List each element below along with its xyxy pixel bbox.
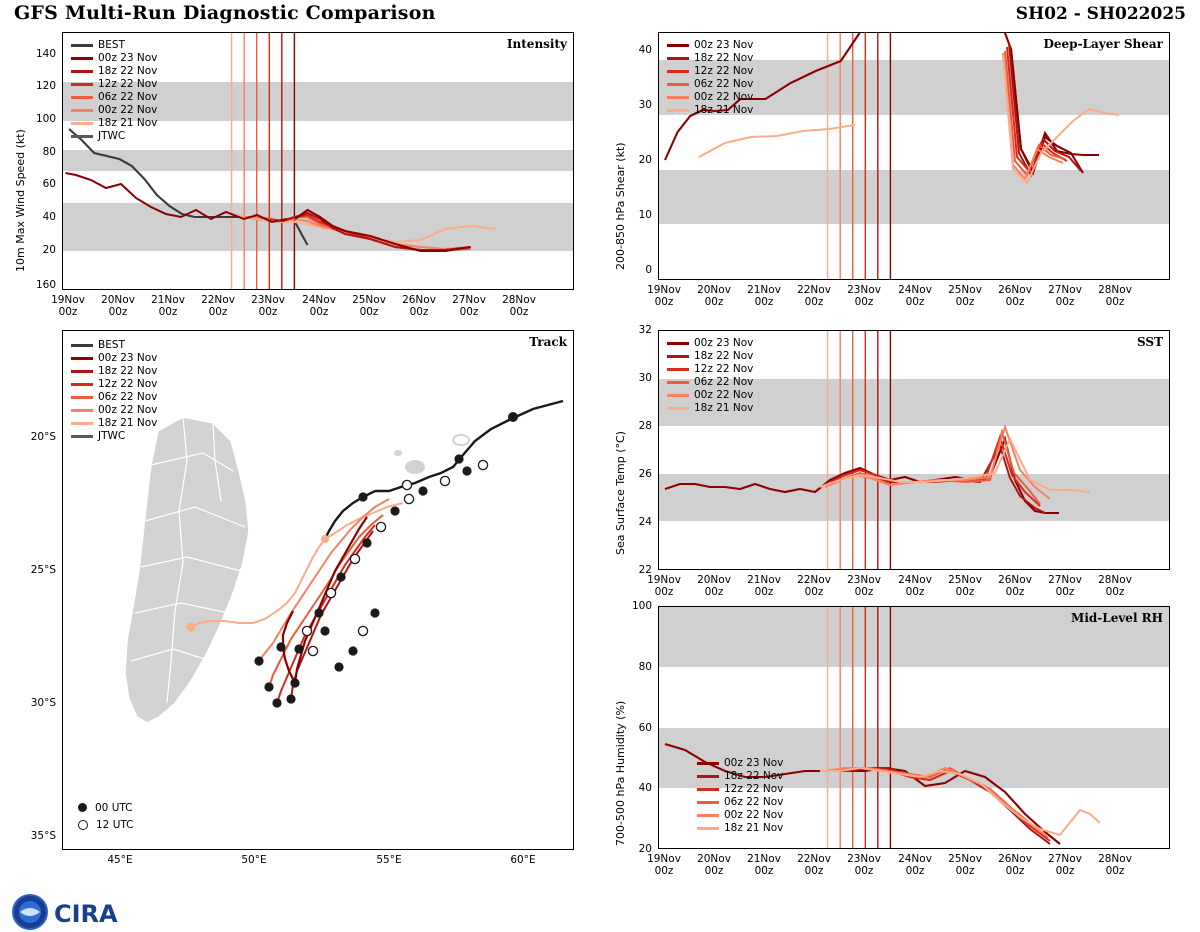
filled-circle-icon: [78, 803, 87, 812]
legend-swatch: [697, 788, 719, 791]
legend-label: 18z 21 Nov: [98, 117, 158, 129]
x-tick: 24Nov 00z: [898, 853, 932, 877]
x-tick: 26Nov 00z: [998, 574, 1032, 598]
legend-swatch: [71, 96, 93, 99]
x-tick: 23Nov 00z: [847, 574, 881, 598]
legend-label: 18z 22 Nov: [98, 65, 158, 77]
legend-label: 00z 23 Nov: [98, 52, 158, 64]
legend-swatch: [667, 394, 689, 397]
legend-item: [667, 91, 753, 104]
x-tick: 22Nov 00z: [797, 284, 831, 308]
x-tick: 21Nov 00z: [151, 294, 185, 318]
legend-item: [667, 52, 753, 65]
y-tick: 100: [35, 113, 56, 125]
shear-legend: [667, 39, 753, 117]
legend-label: 00z 22 Nov: [98, 404, 158, 416]
x-tick: 28Nov 00z: [1098, 853, 1132, 877]
x-tick: 28Nov 00z: [1098, 284, 1132, 308]
x-tick: 22Nov 00z: [797, 574, 831, 598]
legend-swatch: [71, 409, 93, 412]
legend-swatch: [71, 383, 93, 386]
intensity-panel: [0, 22, 600, 322]
legend-item: [667, 376, 753, 389]
legend-item: [71, 391, 157, 404]
track-legend: [71, 339, 157, 443]
legend-item: [667, 78, 753, 91]
legend-swatch: [71, 44, 93, 47]
legend-label: 18z 22 Nov: [724, 770, 784, 782]
legend-label: 00z 23 Nov: [724, 757, 784, 769]
y-tick: 10: [638, 208, 652, 221]
x-tick: 23Nov 00z: [251, 294, 285, 318]
legend-item: [71, 365, 157, 378]
y-tick: 0: [645, 264, 652, 276]
legend-swatch: [667, 109, 689, 112]
sst-plot-area: [658, 330, 1170, 570]
legend-label: 12z 22 Nov: [694, 65, 754, 77]
legend-swatch: [667, 70, 689, 73]
x-tick: 25Nov 00z: [352, 294, 386, 318]
legend-label: JTWC: [98, 130, 126, 142]
legend-label: 00z 22 Nov: [694, 389, 754, 401]
x-tick: 50°E: [241, 854, 267, 866]
track-plot-area: [62, 330, 574, 850]
legend-item: [75, 816, 134, 833]
legend-item: [667, 402, 753, 415]
legend-item: [71, 378, 157, 391]
legend-swatch: [697, 762, 719, 765]
legend-item: [697, 757, 783, 770]
x-tick: 25Nov 00z: [948, 853, 982, 877]
legend-item: [697, 796, 783, 809]
x-tick: 19Nov 00z: [647, 284, 681, 308]
legend-item: [71, 130, 157, 143]
legend-swatch: [667, 355, 689, 358]
sst-panel: [600, 315, 1200, 600]
y-tick: 100: [631, 600, 652, 612]
x-tick: 19Nov 00z: [51, 294, 85, 318]
x-tick: 20Nov 00z: [101, 294, 135, 318]
y-tick: 22: [638, 564, 652, 576]
x-tick: 20Nov 00z: [697, 284, 731, 308]
y-tick: 160: [35, 278, 56, 291]
intensity-plot-area: [62, 32, 574, 290]
legend-swatch: [697, 814, 719, 817]
legend-swatch: [667, 381, 689, 384]
legend-item: [71, 65, 157, 78]
legend-item: [667, 389, 753, 402]
legend-label: 12z 22 Nov: [694, 363, 754, 375]
storm-id-title: SH02 - SH022025: [1015, 4, 1186, 24]
legend-item: [697, 783, 783, 796]
legend-item: [71, 91, 157, 104]
x-tick: 21Nov 00z: [747, 284, 781, 308]
legend-label: 12z 22 Nov: [98, 378, 158, 390]
legend-item: [71, 339, 157, 352]
legend-swatch: [71, 396, 93, 399]
legend-swatch: [667, 96, 689, 99]
intensity-panel-label: Intensity: [506, 37, 567, 51]
legend-label: 12z 22 Nov: [724, 783, 784, 795]
x-tick: 25Nov 00z: [948, 284, 982, 308]
legend-label: BEST: [98, 39, 125, 51]
legend-swatch: [71, 135, 93, 138]
legend-label: 12 UTC: [96, 818, 134, 831]
x-tick: 26Nov 00z: [402, 294, 436, 318]
y-tick: 60: [638, 721, 652, 734]
y-tick: 20°S: [30, 431, 56, 443]
legend-label: 18z 21 Nov: [724, 822, 784, 834]
legend-item: [667, 104, 753, 117]
legend-item: [667, 337, 753, 350]
y-tick: 40: [42, 211, 56, 223]
y-tick: 120: [35, 80, 56, 93]
y-tick: 30: [638, 372, 652, 384]
legend-label: 00z 23 Nov: [98, 352, 158, 364]
y-tick: 20: [638, 843, 652, 855]
x-tick: 24Nov 00z: [898, 284, 932, 308]
rh-legend: [697, 757, 783, 835]
legend-item: [667, 350, 753, 363]
x-tick: 23Nov 00z: [847, 853, 881, 877]
x-tick: 21Nov 00z: [747, 853, 781, 877]
track-symbol-legend: [75, 799, 134, 833]
legend-label: 18z 21 Nov: [694, 402, 754, 414]
legend-swatch: [71, 370, 93, 373]
legend-label: 18z 22 Nov: [694, 350, 754, 362]
y-tick: 40: [638, 782, 652, 795]
legend-item: [667, 39, 753, 52]
y-tick: 20: [638, 153, 652, 166]
legend-item: [75, 799, 134, 816]
x-tick: 27Nov 00z: [1048, 284, 1082, 308]
legend-label: 06z 22 Nov: [98, 391, 158, 403]
legend-swatch: [71, 122, 93, 125]
legend-swatch: [71, 70, 93, 73]
y-tick: 28: [638, 420, 652, 432]
shear-y-axis-label: 200-850 hPa Shear (kt): [614, 142, 627, 270]
x-tick: 24Nov 00z: [302, 294, 336, 318]
y-tick: 30°S: [30, 697, 56, 709]
legend-label: 00z 22 Nov: [724, 809, 784, 821]
legend-item: [697, 822, 783, 835]
x-tick: 26Nov 00z: [998, 284, 1032, 308]
sst-y-axis-label: Sea Surface Temp (°C): [614, 431, 627, 555]
legend-swatch: [667, 57, 689, 60]
sst-legend: [667, 337, 753, 415]
legend-label: 00 UTC: [95, 801, 133, 814]
y-tick: 32: [638, 324, 652, 336]
x-tick: 26Nov 00z: [998, 853, 1032, 877]
legend-item: [697, 809, 783, 822]
cira-logo-text: CIRA: [54, 900, 118, 928]
x-tick: 45°E: [107, 854, 133, 866]
legend-item: [71, 404, 157, 417]
x-tick: 25Nov 00z: [948, 574, 982, 598]
legend-item: [71, 430, 157, 443]
y-tick: 30: [638, 98, 652, 111]
shear-panel-label: Deep-Layer Shear: [1043, 37, 1163, 51]
legend-label: 12z 22 Nov: [98, 78, 158, 90]
y-tick: 80: [42, 145, 56, 158]
shear-panel: [600, 22, 1200, 312]
legend-swatch: [697, 775, 719, 778]
legend-label: BEST: [98, 339, 125, 351]
legend-item: [71, 39, 157, 52]
x-tick: 19Nov 00z: [647, 574, 681, 598]
x-tick: 27Nov 00z: [452, 294, 486, 318]
y-tick: 26: [638, 468, 652, 480]
x-tick: 27Nov 00z: [1048, 574, 1082, 598]
legend-swatch: [697, 827, 719, 830]
legend-label: 18z 22 Nov: [98, 365, 158, 377]
legend-label: 18z 22 Nov: [694, 52, 754, 64]
x-tick: 27Nov 00z: [1048, 853, 1082, 877]
legend-swatch: [667, 44, 689, 47]
x-tick: 22Nov 00z: [797, 853, 831, 877]
x-tick: 20Nov 00z: [697, 574, 731, 598]
open-circle-icon: [78, 820, 88, 830]
legend-item: [71, 104, 157, 117]
legend-item: [71, 352, 157, 365]
legend-label: 06z 22 Nov: [98, 91, 158, 103]
legend-item: [71, 417, 157, 430]
y-tick: 60: [42, 178, 56, 191]
legend-swatch: [71, 357, 93, 360]
x-tick: 28Nov 00z: [1098, 574, 1132, 598]
legend-swatch: [71, 344, 93, 347]
y-tick: 24: [638, 516, 652, 528]
legend-swatch: [71, 435, 93, 438]
track-panel: [0, 330, 600, 890]
legend-swatch: [71, 57, 93, 60]
y-tick: 140: [35, 47, 56, 60]
rh-plot-area: [658, 606, 1170, 849]
legend-label: 06z 22 Nov: [694, 376, 754, 388]
sst-panel-label: SST: [1137, 335, 1163, 349]
y-tick: 80: [638, 660, 652, 673]
track-panel-label: Track: [529, 335, 567, 349]
legend-label: 06z 22 Nov: [724, 796, 784, 808]
legend-swatch: [667, 342, 689, 345]
x-tick: 22Nov 00z: [201, 294, 235, 318]
x-tick: 19Nov 00z: [647, 853, 681, 877]
legend-item: [667, 65, 753, 78]
legend-label: 00z 23 Nov: [694, 39, 754, 51]
intensity-y-axis-label: 10m Max Wind Speed (kt): [14, 129, 27, 272]
y-tick: 35°S: [30, 830, 56, 842]
legend-item: [71, 52, 157, 65]
y-tick: 25°S: [30, 564, 56, 576]
rh-panel: [600, 596, 1200, 896]
x-tick: 28Nov 00z: [502, 294, 536, 318]
legend-swatch: [667, 407, 689, 410]
shear-plot-area: [658, 32, 1170, 280]
x-tick: 60°E: [510, 854, 536, 866]
page-title: GFS Multi-Run Diagnostic Comparison: [14, 2, 436, 24]
legend-label: 06z 22 Nov: [694, 78, 754, 90]
rh-panel-label: Mid-Level RH: [1071, 611, 1163, 625]
legend-item: [697, 770, 783, 783]
x-tick: 23Nov 00z: [847, 284, 881, 308]
legend-label: JTWC: [98, 430, 126, 442]
legend-swatch: [71, 83, 93, 86]
legend-swatch: [667, 83, 689, 86]
legend-label: 18z 21 Nov: [694, 104, 754, 116]
x-tick: 24Nov 00z: [898, 574, 932, 598]
x-tick: 21Nov 00z: [747, 574, 781, 598]
legend-swatch: [71, 109, 93, 112]
legend-label: 00z 22 Nov: [98, 104, 158, 116]
x-tick: 20Nov 00z: [697, 853, 731, 877]
madagascar-landmass: [125, 417, 249, 723]
x-tick: 55°E: [376, 854, 402, 866]
legend-item: [71, 117, 157, 130]
intensity-legend: [71, 39, 157, 143]
legend-swatch: [71, 422, 93, 425]
y-tick: 20: [42, 243, 56, 256]
legend-swatch: [667, 368, 689, 371]
legend-label: 00z 22 Nov: [694, 91, 754, 103]
legend-item: [667, 363, 753, 376]
rh-y-axis-label: 700-500 hPa Humidity (%): [614, 700, 627, 846]
y-tick: 40: [638, 43, 652, 56]
legend-label: 18z 21 Nov: [98, 417, 158, 429]
legend-swatch: [697, 801, 719, 804]
legend-item: [71, 78, 157, 91]
legend-label: 00z 23 Nov: [694, 337, 754, 349]
